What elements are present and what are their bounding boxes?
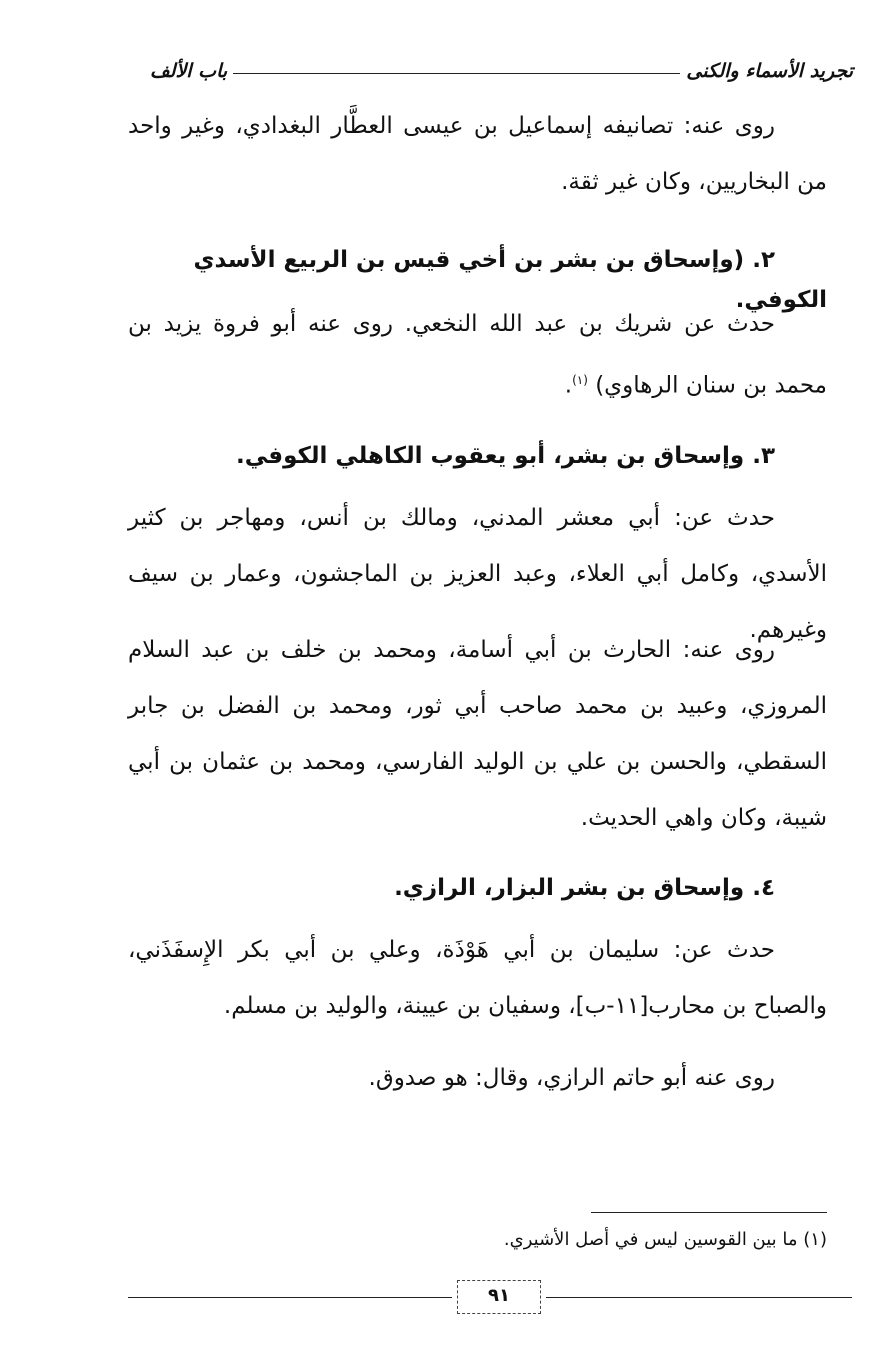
entry-2-text: حدث عن شريك بن عبد الله النخعي. روى عنه أبو فروة يزيد بن محمد بن سنان الرهاوي) <box>128 311 827 399</box>
paragraph-narrators-1: روى عنه: تصانيفه إسماعيل بن عيسى العطَّار البغدادي، وغير واحد من البخاريين، وكان غير ثقة. <box>128 113 827 195</box>
entry-heading-3: ٣. وإسحاق بن بشر، أبو يعقوب الكاهلي الكوفي. <box>236 443 775 469</box>
paragraph-entry-4-teachers: حدث عن: سليمان بن أبي هَوْذَة، وعلي بن أبي بكر الإِسفَذَني، والصباح بن محارب[١١-ب]، وسفيان بن عيينة، والوليد بن مسلم. <box>128 937 827 1019</box>
footnote: (١) ما بين القوسين ليس في أصل الأشيري. <box>503 1229 827 1250</box>
chapter-title: باب الألف <box>150 60 228 82</box>
book-title: تجريد الأسماء والكنى <box>686 60 853 82</box>
paragraph-entry-2 <box>128 296 827 414</box>
footer-rule-left <box>128 1297 452 1298</box>
page-number: ٩١ <box>457 1280 541 1314</box>
paragraph-entry-4-students: روى عنه أبو حاتم الرازي، وقال: هو صدوق. <box>368 1065 775 1091</box>
running-header <box>150 48 853 82</box>
entry-heading-4: ٤. وإسحاق بن بشر البزار، الرازي. <box>394 875 775 901</box>
header-rule <box>233 73 680 74</box>
footer-rule-right <box>546 1297 852 1298</box>
paragraph-entry-3-teachers: حدث عن: أبي معشر المدني، ومالك بن أنس، ومهاجر بن كثير الأسدي، وكامل أبي العلاء، وعبد العزيز بن الماجشون، وعمار بن سيف وغيرهم. <box>128 505 827 643</box>
entry-2-end: . <box>564 372 573 399</box>
footnote-reference: (١) <box>572 373 588 387</box>
paragraph-entry-3-students: روى عنه: الحارث بن أبي أسامة، ومحمد بن خلف بن عبد السلام المروزي، وعبيد بن محمد صاحب أبي ثور، ومحمد بن الفضل بن جابر السقطي، والحسن بن علي بن الوليد الفارسي، ومحمد بن عثمان بن أبي شيبة، وكان واهي الحديث. <box>128 637 827 831</box>
footnote-rule <box>591 1212 827 1213</box>
entry-heading-2: ٢. (وإسحاق بن بشر بن أخي قيس بن الربيع الأسدي الكوفي. <box>193 247 827 313</box>
